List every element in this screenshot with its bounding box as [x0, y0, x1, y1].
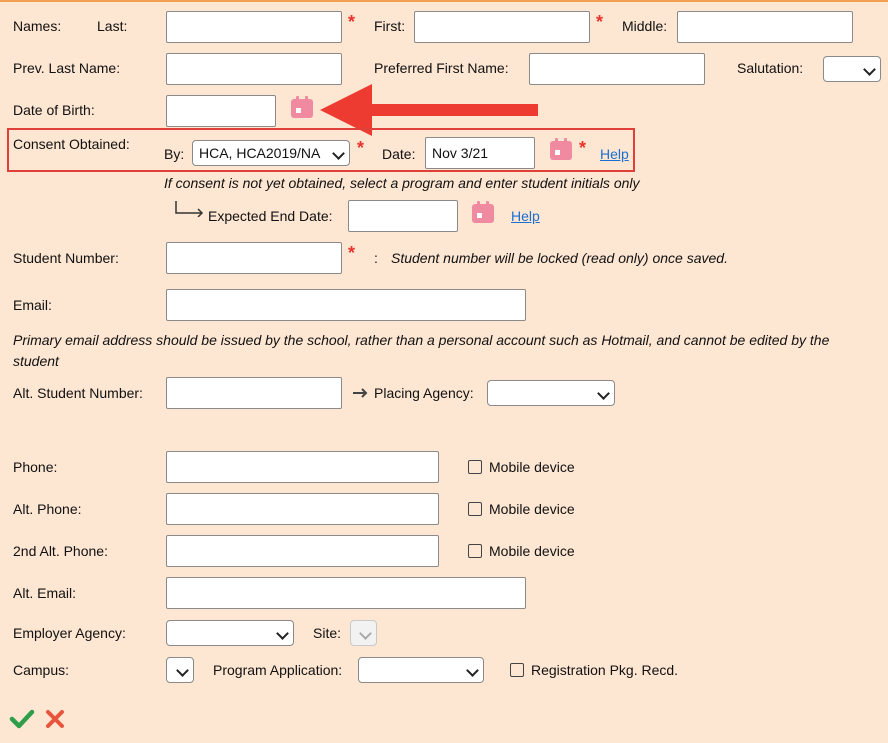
site-label: Site:: [313, 625, 342, 641]
consent-by-select[interactable]: HCA, HCA2019/NA: [192, 140, 350, 166]
mobile-device-label: Mobile device: [489, 501, 575, 517]
prev-last-name-input[interactable]: [166, 53, 342, 85]
employer-agency-select[interactable]: [166, 620, 294, 646]
mobile-device-checkbox[interactable]: [468, 502, 482, 516]
program-application-label: Program Application:: [213, 662, 343, 678]
second-alt-phone-input[interactable]: [166, 535, 439, 567]
last-name-label: Last:: [97, 18, 128, 34]
chevron-down-icon: [466, 664, 479, 677]
placing-agency-select[interactable]: [487, 380, 615, 406]
alt-student-number-label: Alt. Student Number:: [13, 385, 143, 401]
alt-phone-input[interactable]: [166, 493, 439, 525]
right-arrow-icon: [353, 387, 369, 399]
salutation-label: Salutation:: [737, 60, 804, 76]
registration-pkg-label: Registration Pkg. Recd.: [531, 662, 679, 678]
last-name-input[interactable]: [166, 11, 342, 43]
second-alt-phone-label: 2nd Alt. Phone:: [13, 543, 108, 559]
expected-end-date-input[interactable]: [348, 200, 458, 232]
salutation-select[interactable]: [823, 56, 881, 82]
calendar-icon[interactable]: [472, 201, 494, 223]
date-of-birth-input[interactable]: [166, 95, 276, 127]
consent-date-label: Date:: [382, 146, 416, 162]
required-mark: *: [348, 12, 356, 32]
close-icon[interactable]: [45, 709, 65, 729]
alt-phone-label: Alt. Phone:: [13, 501, 82, 517]
preferred-first-name-input[interactable]: [529, 53, 705, 85]
consent-hint-text: If consent is not yet obtained, select a program and enter student initials only: [164, 175, 640, 191]
required-mark: *: [348, 243, 356, 263]
consent-by-label: By:: [164, 146, 185, 162]
registration-pkg-checkbox[interactable]: [510, 663, 524, 677]
alt-student-number-input[interactable]: [166, 377, 342, 409]
required-mark: *: [579, 138, 587, 158]
expected-end-date-label: Expected End Date:: [208, 208, 333, 224]
mobile-device-checkbox[interactable]: [468, 460, 482, 474]
names-label: Names:: [13, 18, 62, 34]
email-input[interactable]: [166, 289, 526, 321]
corner-arrow-icon: [174, 201, 206, 217]
mobile-device-label: Mobile device: [489, 459, 575, 475]
check-icon[interactable]: [9, 708, 35, 730]
chevron-down-icon: [597, 387, 610, 400]
program-application-select[interactable]: [358, 657, 484, 683]
preferred-first-name-label: Preferred First Name:: [374, 60, 509, 76]
consent-date-input[interactable]: Nov 3/21: [425, 137, 535, 169]
phone-input[interactable]: [166, 451, 439, 483]
required-mark: *: [357, 138, 365, 158]
site-select[interactable]: [350, 620, 377, 646]
phone-label: Phone:: [13, 459, 58, 475]
required-mark: *: [596, 12, 604, 32]
alt-email-label: Alt. Email:: [13, 585, 77, 601]
consent-obtained-label: Consent Obtained:: [13, 136, 130, 152]
email-label: Email:: [13, 297, 52, 313]
chevron-down-icon: [863, 63, 876, 76]
campus-label: Campus:: [13, 662, 70, 678]
chevron-down-icon: [276, 627, 289, 640]
mobile-device-label: Mobile device: [489, 543, 575, 559]
placing-agency-label: Placing Agency:: [374, 385, 474, 401]
calendar-icon[interactable]: [291, 96, 313, 118]
prev-last-name-label: Prev. Last Name:: [13, 60, 121, 76]
first-name-input[interactable]: [414, 11, 590, 43]
student-number-label: Student Number:: [13, 250, 119, 266]
date-of-birth-label: Date of Birth:: [13, 102, 95, 118]
colon-separator: :: [374, 250, 378, 266]
middle-name-input[interactable]: [677, 11, 853, 43]
calendar-icon[interactable]: [550, 138, 572, 160]
first-name-label: First:: [374, 18, 406, 34]
chevron-down-icon: [176, 664, 189, 677]
chevron-down-icon: [332, 147, 345, 160]
student-number-input[interactable]: [166, 242, 342, 274]
email-hint: Primary email address should be issued by the school, rather than a personal account such as Hotmail, and cannot be edited by the student: [13, 332, 830, 369]
chevron-down-icon: [359, 627, 372, 640]
consent-help-link[interactable]: Help: [600, 146, 629, 162]
alt-email-input[interactable]: [166, 577, 526, 609]
expected-end-help-link[interactable]: Help: [511, 208, 540, 224]
mobile-device-checkbox[interactable]: [468, 544, 482, 558]
campus-select[interactable]: [166, 657, 194, 683]
employer-agency-label: Employer Agency:: [13, 625, 126, 641]
middle-name-label: Middle:: [622, 18, 668, 34]
student-number-hint: Student number will be locked (read only) once saved.: [391, 250, 728, 266]
